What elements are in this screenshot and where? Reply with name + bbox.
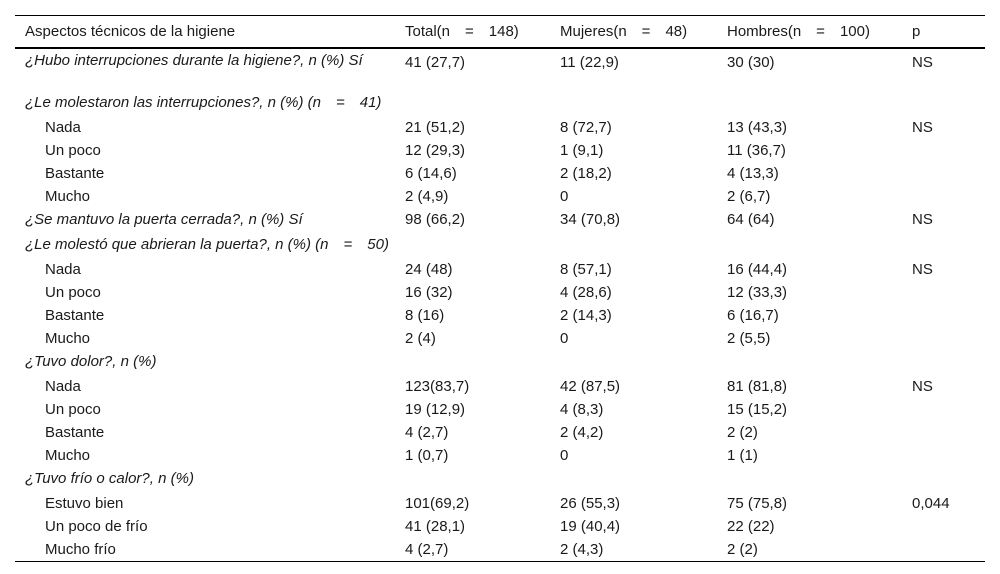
cell-women: 4 (8,3): [560, 401, 604, 418]
table-row: [15, 304, 985, 327]
cell-women: 34 (70,8): [560, 211, 621, 228]
cell-men: 2 (2): [727, 424, 758, 441]
cell-women: 42 (87,5): [560, 378, 621, 395]
cell-p: [902, 421, 985, 444]
table-row: [15, 162, 985, 185]
table-row: [15, 538, 985, 562]
table-row: [15, 48, 985, 91]
cell-p: NS: [912, 54, 933, 71]
table-row: [15, 421, 985, 444]
cell-women: 2 (14,3): [560, 307, 612, 324]
cell-men: 12 (33,3): [727, 284, 788, 301]
cell-total: 4 (2,7): [405, 541, 449, 558]
cell-total: 101(69,2): [405, 495, 470, 512]
cell-men: 75 (75,8): [727, 495, 788, 512]
cell-men: 16 (44,4): [727, 261, 788, 278]
table-row: [15, 185, 985, 208]
table-row: [15, 350, 985, 375]
cell-total: 2 (4,9): [405, 188, 449, 205]
cell-women: 4 (28,6): [560, 284, 612, 301]
cell-women: 0: [560, 447, 569, 464]
cell-men: 64 (64): [727, 211, 775, 228]
header-aspect: Aspectos técnicos de la higiene: [25, 23, 236, 40]
question-label: ¿Le molestó que abrieran la puerta?, n (%) (n = 50): [25, 236, 389, 253]
table-row: [15, 375, 985, 398]
cell-p: NS: [912, 119, 933, 136]
cell-women: 19 (40,4): [560, 518, 621, 535]
header-women: Mujeres(n = 48): [560, 23, 688, 40]
answer-label: Un poco: [45, 401, 101, 418]
answer-label: Estuvo bien: [45, 495, 124, 512]
results-table-container: [15, 15, 985, 562]
cell-women: 8 (57,1): [560, 261, 612, 278]
cell-women: 2 (4,2): [560, 424, 604, 441]
cell-men: 2 (5,5): [727, 330, 771, 347]
cell-p: [902, 398, 985, 421]
cell-men: 11 (36,7): [727, 142, 786, 159]
table-row: [15, 116, 985, 139]
cell-p: [902, 185, 985, 208]
cell-total: 24 (48): [405, 261, 453, 278]
answer-label: Mucho frío: [45, 541, 116, 558]
hygiene-aspects-table: [15, 15, 985, 562]
cell-p: [902, 281, 985, 304]
cell-p: NS: [912, 261, 933, 278]
table-row: [15, 492, 985, 515]
table-row: [15, 398, 985, 421]
table-row: [15, 258, 985, 281]
cell-women: 2 (18,2): [560, 165, 612, 182]
cell-total: 123(83,7): [405, 378, 470, 395]
cell-total: 4 (2,7): [405, 424, 449, 441]
table-header: [15, 16, 985, 49]
cell-women: 26 (55,3): [560, 495, 621, 512]
cell-men: 13 (43,3): [727, 119, 788, 136]
cell-total: 19 (12,9): [405, 401, 466, 418]
table-row: [15, 515, 985, 538]
table-row: [15, 467, 985, 492]
cell-women: 11 (22,9): [560, 54, 619, 71]
table-row: [15, 208, 985, 233]
cell-women: 0: [560, 188, 569, 205]
cell-men: 30 (30): [727, 54, 775, 71]
answer-label: Nada: [45, 378, 81, 395]
cell-p: [902, 515, 985, 538]
cell-women: 1 (9,1): [560, 142, 604, 159]
cell-men: 81 (81,8): [727, 378, 788, 395]
cell-total: 98 (66,2): [405, 211, 466, 228]
cell-women: 2 (4,3): [560, 541, 604, 558]
answer-label: Nada: [45, 119, 81, 136]
cell-men: 4 (13,3): [727, 165, 779, 182]
cell-women: 0: [560, 330, 569, 347]
cell-total: 41 (28,1): [405, 518, 466, 535]
answer-label: Nada: [45, 261, 81, 278]
cell-total: 41 (27,7): [405, 54, 466, 71]
question-label: ¿Hubo interrupciones durante la higiene?, n (%) Sí: [25, 52, 363, 69]
cell-men: 15 (15,2): [727, 401, 788, 418]
question-label: ¿Le molestaron las interrupciones?, n (%) (n = 41): [25, 94, 382, 111]
cell-total: 6 (14,6): [405, 165, 457, 182]
header-men: Hombres(n = 100): [727, 23, 870, 40]
table-row: [15, 444, 985, 467]
answer-label: Mucho: [45, 330, 91, 347]
table-row: [15, 281, 985, 304]
answer-label: Un poco: [45, 142, 101, 159]
question-label: ¿Se mantuvo la puerta cerrada?, n (%) Sí: [25, 211, 303, 228]
answer-label: Bastante: [45, 307, 105, 324]
cell-men: 6 (16,7): [727, 307, 779, 324]
table-row: [15, 139, 985, 162]
answer-label: Mucho: [45, 188, 91, 205]
cell-total: 12 (29,3): [405, 142, 466, 159]
header-p: p: [912, 23, 921, 40]
header-total: Total(n = 148): [405, 23, 519, 40]
cell-men: 22 (22): [727, 518, 775, 535]
answer-label: Bastante: [45, 424, 105, 441]
cell-p: [902, 327, 985, 350]
cell-men: 2 (2): [727, 541, 758, 558]
table-body: [15, 48, 985, 562]
table-row: [15, 91, 985, 116]
cell-men: 2 (6,7): [727, 188, 771, 205]
cell-p: [902, 139, 985, 162]
cell-p: NS: [912, 378, 933, 395]
cell-total: 21 (51,2): [405, 119, 466, 136]
answer-label: Un poco de frío: [45, 518, 148, 535]
table-row: [15, 233, 985, 258]
header-row: [15, 16, 985, 49]
answer-label: Mucho: [45, 447, 91, 464]
cell-total: 16 (32): [405, 284, 453, 301]
cell-total: 1 (0,7): [405, 447, 449, 464]
question-label: ¿Tuvo dolor?, n (%): [25, 353, 157, 370]
cell-men: 1 (1): [727, 447, 758, 464]
cell-total: 2 (4): [405, 330, 436, 347]
cell-p: [902, 304, 985, 327]
question-label: ¿Tuvo frío o calor?, n (%): [25, 470, 194, 487]
cell-p: NS: [912, 211, 933, 228]
cell-p: 0,044: [912, 495, 950, 512]
table-row: [15, 327, 985, 350]
answer-label: Un poco: [45, 284, 101, 301]
cell-p: [902, 538, 985, 562]
cell-p: [902, 444, 985, 467]
cell-p: [902, 162, 985, 185]
cell-total: 8 (16): [405, 307, 445, 324]
cell-women: 8 (72,7): [560, 119, 612, 136]
answer-label: Bastante: [45, 165, 105, 182]
